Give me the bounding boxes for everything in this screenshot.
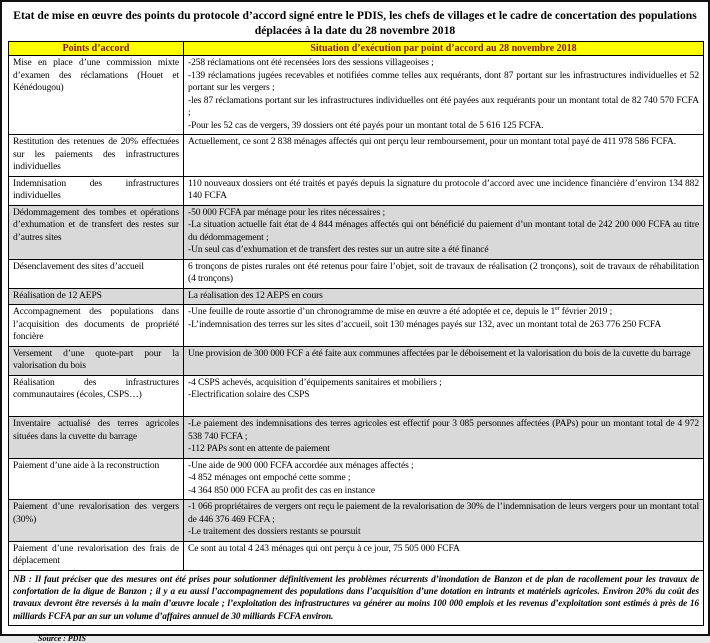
situation-line: 6 tronçons de pistes rurales ont été retenus pour faire l’objet, soit de travaux de réalisation (2 tronçons), soit de travaux de réhabilitation (4 tronçons) xyxy=(188,261,699,284)
situation-cell xyxy=(184,541,704,570)
situation-line: La réalisation des 12 AEPS en cours xyxy=(188,290,323,301)
situation-line xyxy=(188,331,699,344)
table-row xyxy=(9,205,704,259)
situation-line: -50 000 FCFA par ménage pour les rites nécessaires ; xyxy=(188,207,385,218)
point-cell: Dédommagement des tombes et opérations d’exhumation et de transfert des restes sur d’autres sites xyxy=(9,205,184,259)
situation-line: -Pour les 52 cas de vergers, 39 dossiers ont été payés pour un montant total de 5 616 125 FCFA. xyxy=(188,120,544,131)
note-row xyxy=(9,570,704,626)
situation-line: -139 réclamations jugées recevables et notifiées comme telles aux requérants, dont 87 portant sur les infrastructures individuelles et 52 portant sur les vergers ; xyxy=(188,70,699,93)
note-text: NB : Il faut préciser que des mesures ont été prises pour solutionner définitivement les problèmes récurrents d’inondation de Banzon et de plan de racollement pour les travaux de confortation de la digue de Banzon ; il y a eu aussi l’accompagnement des populations dans l’acquisition d’une dotation en intrants et matériels agricoles. Environ 20% du coût des travaux devront être reversés à la main d’œuvre locale ; l’exploitation des infrastructures va générer au moins 100 000 emplois et les revenus d’exploitation sont estimés à près de 16 milliards FCFA par an sur un volume d’affaires annuel de 30 milliards FCFA environ. xyxy=(9,570,704,626)
situation-cell xyxy=(184,259,704,288)
point-cell: Mise en place d’une commission mixte d’examen des réclamations (Houet et Kénédougou) xyxy=(9,56,184,135)
situation-cell xyxy=(184,288,704,305)
situation-line xyxy=(188,402,699,415)
table-row xyxy=(9,458,704,500)
situation-cell xyxy=(184,500,704,542)
situation-line: -Un seul cas d’exhumation et de transfert des restes sur un autre site a été financé xyxy=(188,245,489,255)
situation-cell xyxy=(184,375,704,417)
situation-line: -1 066 propriétaires de vergers ont reçu le paiement de la revalorisation de 30% de l’indemnisation de leurs vergers pour un montant total de 446 376 469 FCFA ; xyxy=(188,502,699,525)
table-row xyxy=(9,375,704,417)
page-title: Etat de mise en œuvre des points du protocole d’accord signé entre le PDIS, les chefs de villages et le cadre de concertation des populations déplacées à la date du 28 novembre 2018 xyxy=(13,9,697,37)
table-row xyxy=(9,135,704,177)
table-row xyxy=(9,541,704,570)
table-row xyxy=(9,259,704,288)
point-cell: Restitution des retenues de 20% effectuées sur les paiements des infrastructures individuelles xyxy=(9,135,184,177)
header-row xyxy=(9,42,704,56)
table-row xyxy=(9,56,704,135)
situation-cell xyxy=(184,135,704,177)
point-cell: Accompagnement des populations dans l’acquisition des documents de propriété foncière xyxy=(9,305,184,347)
point-cell: Réalisation de 12 AEPS xyxy=(9,288,184,305)
situation-cell xyxy=(184,346,704,375)
point-cell: Indemnisation des infrastructures individuelles xyxy=(9,176,184,205)
table-row xyxy=(9,305,704,347)
situation-cell xyxy=(184,56,704,135)
point-cell: Inventaire actualisé des terres agricoles situées dans la cuvette du barrage xyxy=(9,417,184,459)
situation-line: -Le traitement des dossiers restants se poursuit xyxy=(188,527,361,537)
point-cell: Paiement d’une aide à la reconstruction xyxy=(9,458,184,500)
situation-line: -Le paiement des indemnisations des terres agricoles est effectif pour 3 085 personnes affectées (PAPs) pour un montant total de 4 972 538 740 FCFA ; xyxy=(188,419,699,442)
situation-line: -4 CSPS achevés, acquisition d’équipements sanitaires et mobiliers ; xyxy=(188,377,442,388)
situation-line: -258 réclamations ont été recensées lors des sessions villageoises ; xyxy=(188,58,434,68)
situation-cell xyxy=(184,205,704,259)
situation-line: -Une aide de 900 000 FCFA accordée aux ménages affectés ; xyxy=(188,460,414,471)
situation-line: 110 nouveaux dossiers ont été traités et payés depuis la signature du protocole d’accord avec une incidence financière d’environ 134 882 140 FCFA xyxy=(188,178,699,201)
table-row xyxy=(9,288,704,305)
table-row xyxy=(9,417,704,459)
situation-line: -112 PAPs sont en attente de paiement xyxy=(188,444,330,454)
source-line: Source : PDIS xyxy=(38,634,87,643)
protocol-table xyxy=(8,41,704,626)
situation-line: -4 364 850 000 FCFA au profit des cas en instance xyxy=(188,485,376,496)
situation-line: -L’indemnisation des terres sur les sites d’accueil, soit 130 ménages payés sur 132, avec un montant total de 263 776 250 FCFA xyxy=(188,319,662,330)
situation-cell xyxy=(184,458,704,500)
situation-line: -les 87 réclamations portant sur les infrastructures individuelles ont été payées aux requérants pour un montant total de 82 740 570 FCFA ; xyxy=(188,95,699,118)
point-cell: Paiement d’une revalorisation des frais de déplacement xyxy=(9,541,184,570)
point-cell: Désenclavement des sites d’accueil xyxy=(9,259,184,288)
point-cell: Versement d’une quote-part pour la valorisation du bois xyxy=(9,346,184,375)
situation-line: -Electrification solaire des CSPS xyxy=(188,390,310,400)
situation-line: Une provision de 300 000 FCF a été faite aux communes affectées par le déboisement et la valorisation du bois de la cuvette du barrage xyxy=(188,348,691,359)
table-row xyxy=(9,500,704,542)
situation-line: Actuellement, ce sont 2 838 ménages affectés qui ont perçu leur remboursement, pour un montant total payé de 411 978 586 FCFA. xyxy=(188,137,676,147)
point-cell: Paiement d’une revalorisation des vergers (30%) xyxy=(9,500,184,542)
table-row xyxy=(9,176,704,205)
col-header-points: Points d’accord xyxy=(9,42,184,56)
situation-line: Ce sont au total 4 243 ménages qui ont perçu à ce jour, 75 505 000 FCFA xyxy=(188,543,460,554)
situation-line: -La situation actuelle fait état de 4 844 ménages affectés qui ont bénéficié du paiement d’un montant total de 242 200 000 FCFA au titre du dédommagement ; xyxy=(188,220,699,243)
col-header-situation: Situation d’exécution par point d’accord au 28 novembre 2018 xyxy=(184,42,704,56)
situation-cell xyxy=(184,305,704,347)
table-body xyxy=(9,56,704,571)
situation-cell xyxy=(184,176,704,205)
situation-cell xyxy=(184,417,704,459)
situation-line: -Une feuille de route assortie d’un chronogramme de mise en œuvre a été adoptée et ce, depuis le 1er février 2019 ; xyxy=(188,305,613,317)
table-row xyxy=(9,346,704,375)
point-cell: Réalisation des infrastructures communautaires (écoles, CSPS…) xyxy=(9,375,184,417)
situation-line xyxy=(188,555,699,568)
situation-line: -4 852 ménages ont empoché cette somme ; xyxy=(188,473,351,483)
